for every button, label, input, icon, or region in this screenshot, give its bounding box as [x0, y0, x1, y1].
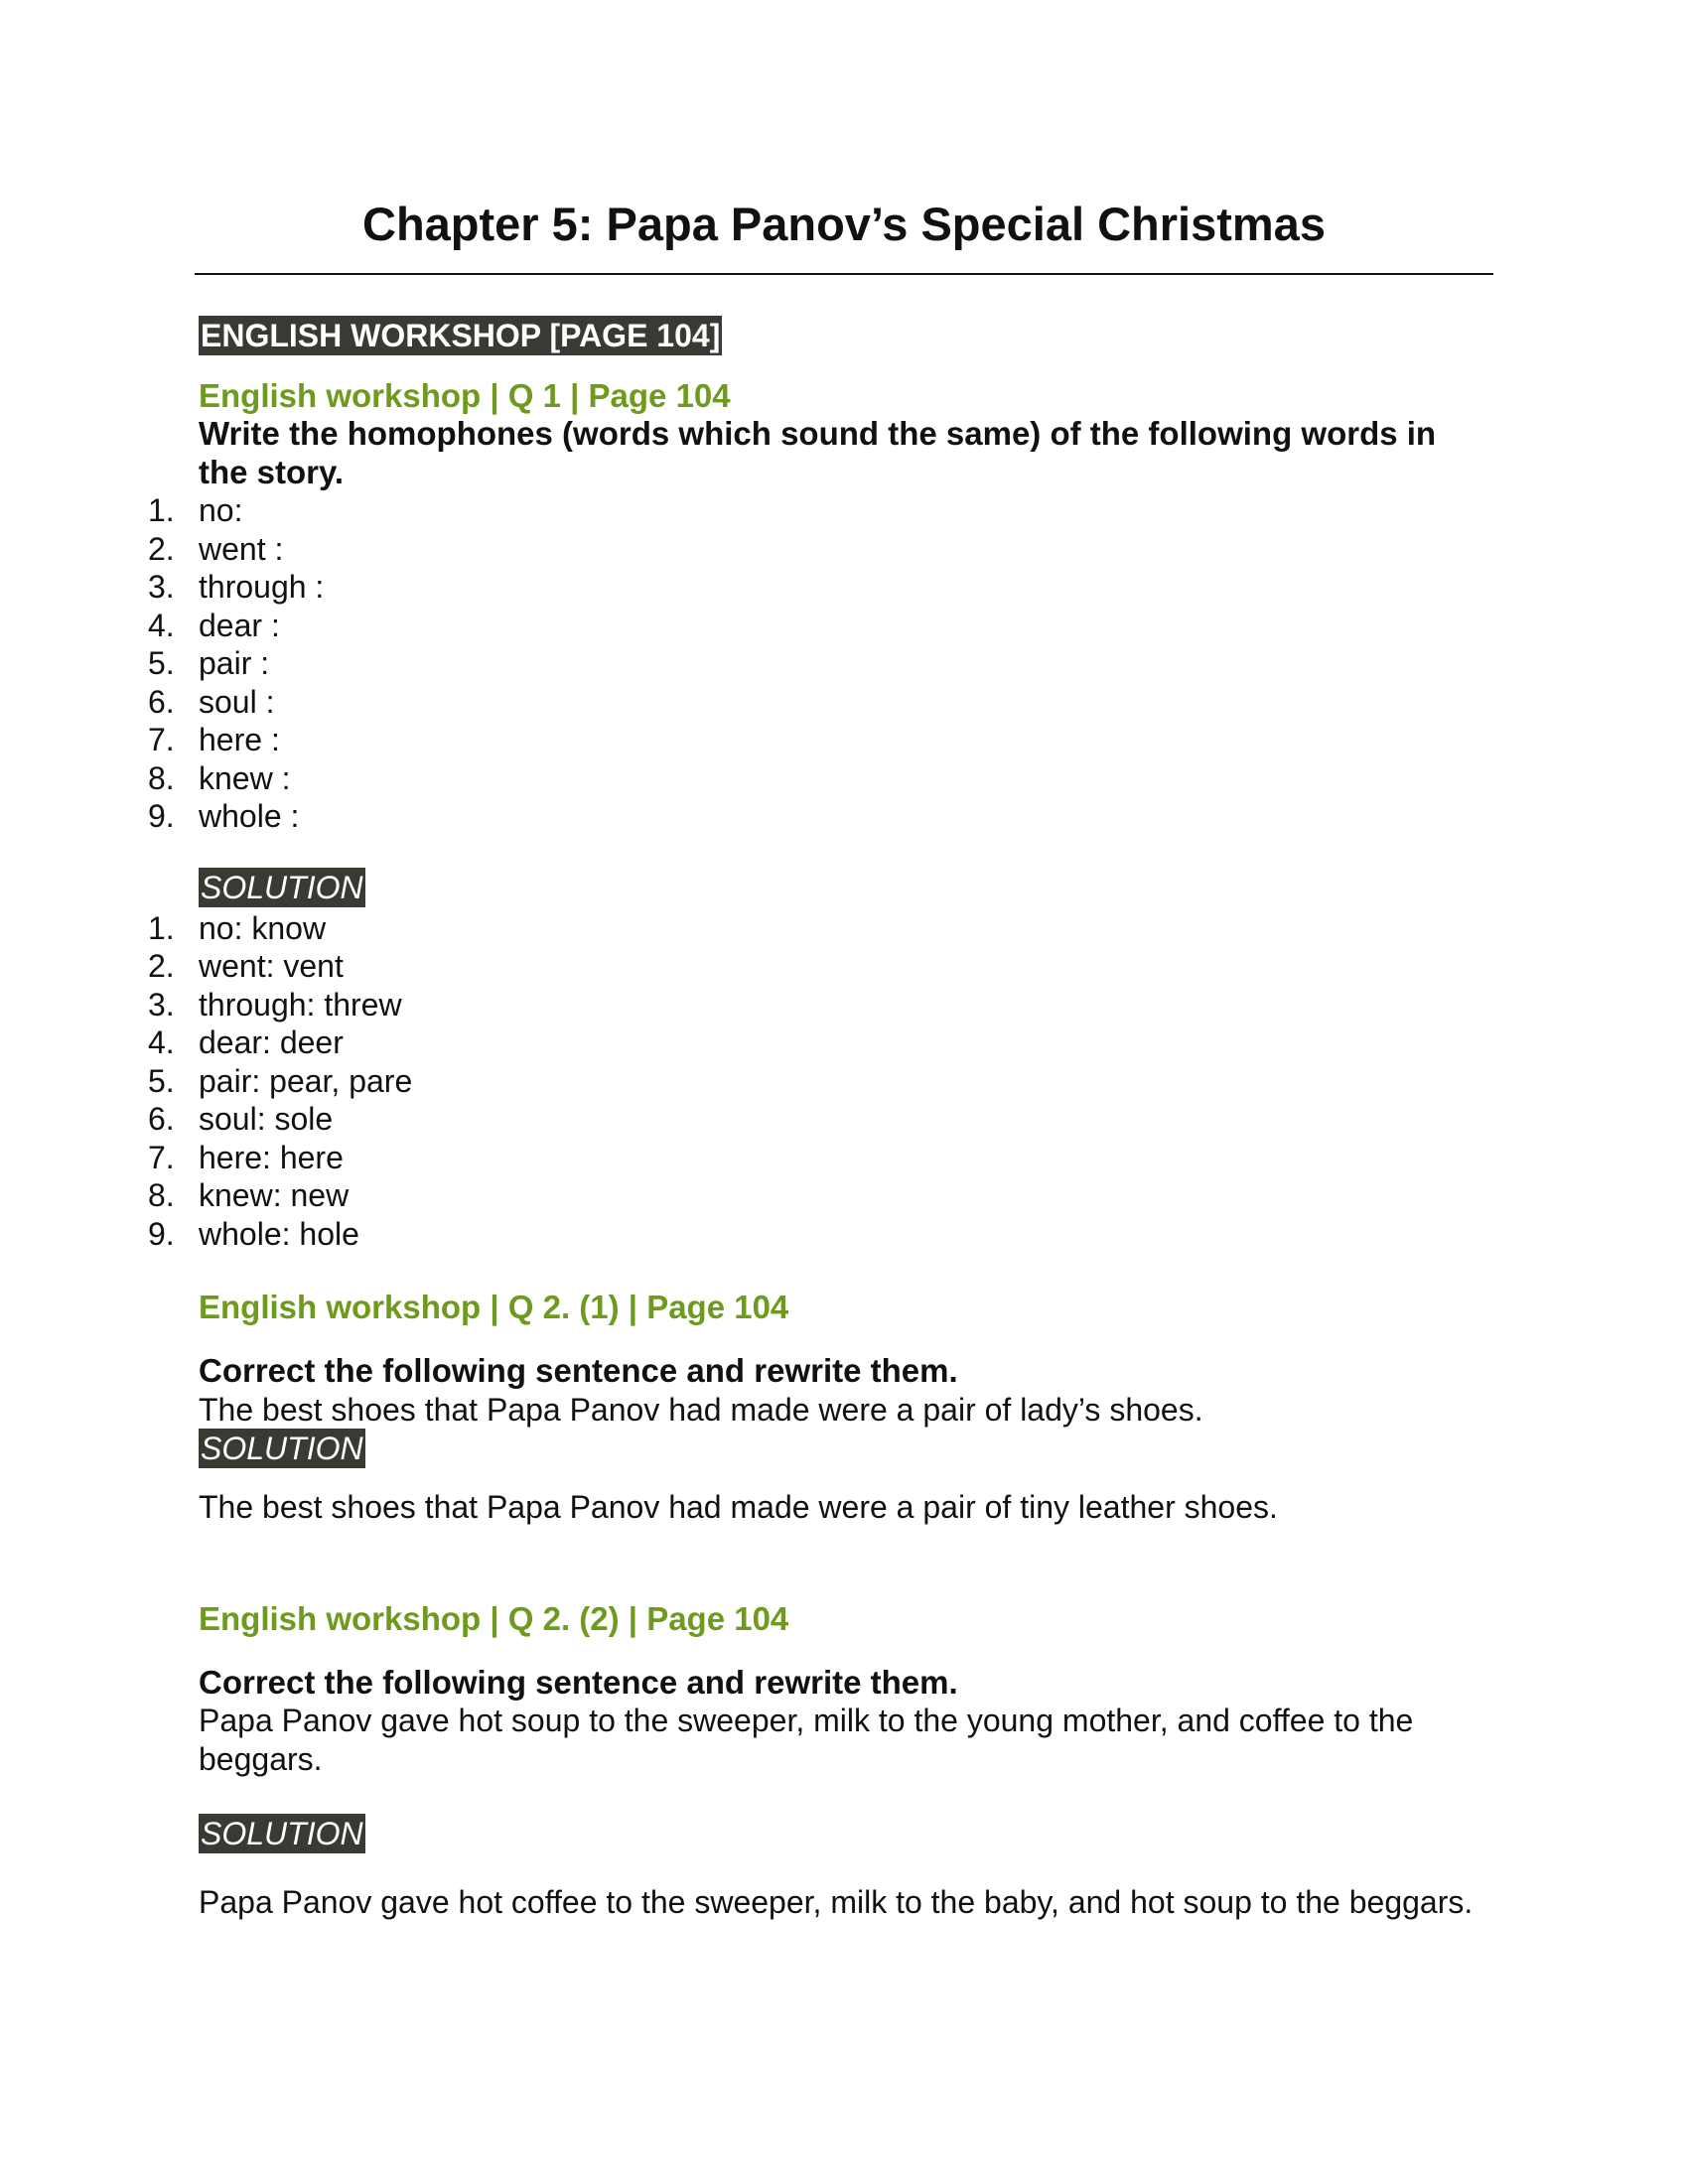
list-item — [148, 1139, 1489, 1177]
list-item — [148, 1100, 1489, 1139]
list-item — [148, 986, 1489, 1024]
list-item — [148, 759, 1489, 798]
list-item-text: soul: sole — [199, 1101, 334, 1137]
q2-1-heading: English workshop | Q 2. (1) | Page 104 — [199, 1289, 789, 1325]
list-item-number: 2. — [148, 948, 175, 984]
list-item-text: went : — [199, 530, 284, 567]
list-item-text: soul : — [199, 683, 275, 720]
page-title: Chapter 5: Papa Panov’s Special Christmas — [362, 198, 1326, 250]
q2-1-answer: The best shoes that Papa Panov had made were a pair of tiny leather shoes. — [199, 1489, 1278, 1525]
list-item-text: pair: pear, pare — [199, 1062, 413, 1099]
list-item — [148, 491, 1489, 530]
list-item-text: through : — [199, 569, 325, 605]
list-item-text: no: know — [199, 909, 327, 946]
q2-2-sentence: Papa Panov gave hot soup to the sweeper, milk to the young mother, and coffee to the beggars. — [199, 1703, 1414, 1777]
q1-solution-block — [148, 868, 1489, 1254]
list-item-text: dear: deer — [199, 1024, 344, 1060]
list-item-number: 2. — [148, 530, 175, 567]
list-item-number: 3. — [148, 986, 175, 1023]
q2-2-answer: Papa Panov gave hot coffee to the sweeper, milk to the baby, and hot soup to the beggars. — [199, 1884, 1474, 1920]
title-divider — [195, 273, 1493, 275]
content-body — [148, 316, 1489, 1922]
q2-1-sentence: The best shoes that Papa Panov had made were a pair of lady’s shoes. — [199, 1391, 1203, 1428]
q2-2-prompt: Correct the following sentence and rewrite them. — [199, 1663, 958, 1701]
q1-block — [148, 377, 1489, 836]
list-item — [148, 530, 1489, 569]
section-tag-row — [199, 316, 1489, 359]
list-item-number: 7. — [148, 1139, 175, 1175]
section-tag: ENGLISH WORKSHOP [PAGE 104] — [201, 318, 721, 353]
list-item-number: 4. — [148, 1024, 175, 1060]
list-item — [148, 947, 1489, 986]
list-item — [148, 1062, 1489, 1101]
q2-1-prompt: Correct the following sentence and rewrite them. — [199, 1352, 958, 1389]
list-item-number: 6. — [148, 1101, 175, 1137]
list-item-text: went: vent — [199, 948, 344, 984]
solution-tag-row — [199, 1429, 1489, 1468]
list-item-number: 1. — [148, 492, 175, 528]
solution-tag-row — [199, 868, 1489, 909]
list-item-number: 9. — [148, 1215, 175, 1252]
list-item — [148, 1176, 1489, 1215]
list-item — [148, 1024, 1489, 1062]
list-item — [148, 607, 1489, 645]
list-item — [148, 909, 1489, 948]
list-item-number: 7. — [148, 722, 175, 757]
q1-heading: English workshop | Q 1 | Page 104 — [199, 377, 731, 414]
list-item-number: 3. — [148, 569, 175, 605]
list-item-number: 6. — [148, 683, 175, 720]
solution-tag: SOLUTION — [201, 1816, 363, 1851]
list-item-text: knew: new — [199, 1177, 350, 1213]
list-item — [148, 797, 1489, 836]
list-item-text: pair : — [199, 645, 270, 681]
solution-tag: SOLUTION — [201, 1431, 363, 1466]
list-item — [148, 683, 1489, 722]
list-item-text: knew : — [199, 759, 291, 796]
q1-prompt: Write the homophones (words which sound the same) of the following words in the story. — [199, 415, 1437, 490]
list-item-text: here: here — [199, 1139, 344, 1175]
list-item-number: 1. — [148, 909, 175, 946]
list-item — [148, 644, 1489, 683]
solution-tag-row — [199, 1814, 1489, 1855]
list-item-text: no: — [199, 492, 243, 528]
list-item-text: through: threw — [199, 986, 402, 1023]
list-item-number: 8. — [148, 1177, 175, 1213]
q2-2-heading: English workshop | Q 2. (2) | Page 104 — [199, 1599, 789, 1637]
list-item — [148, 1215, 1489, 1254]
list-item-number: 4. — [148, 607, 175, 643]
list-item-text: here : — [199, 722, 280, 757]
q1-answer-list — [148, 909, 1489, 1254]
list-item-text: whole : — [199, 798, 300, 834]
list-item-text: whole: hole — [199, 1215, 359, 1252]
q1-item-list — [148, 491, 1489, 836]
q2-1-block — [199, 1289, 1489, 1527]
q2-2-block — [199, 1600, 1489, 1922]
list-item-number: 8. — [148, 759, 175, 796]
list-item — [148, 721, 1489, 759]
list-item-text: dear : — [199, 607, 280, 643]
list-item-number: 5. — [148, 1062, 175, 1099]
list-item — [148, 568, 1489, 607]
list-item-number: 5. — [148, 645, 175, 681]
solution-tag: SOLUTION — [201, 869, 363, 905]
list-item-number: 9. — [148, 798, 175, 834]
